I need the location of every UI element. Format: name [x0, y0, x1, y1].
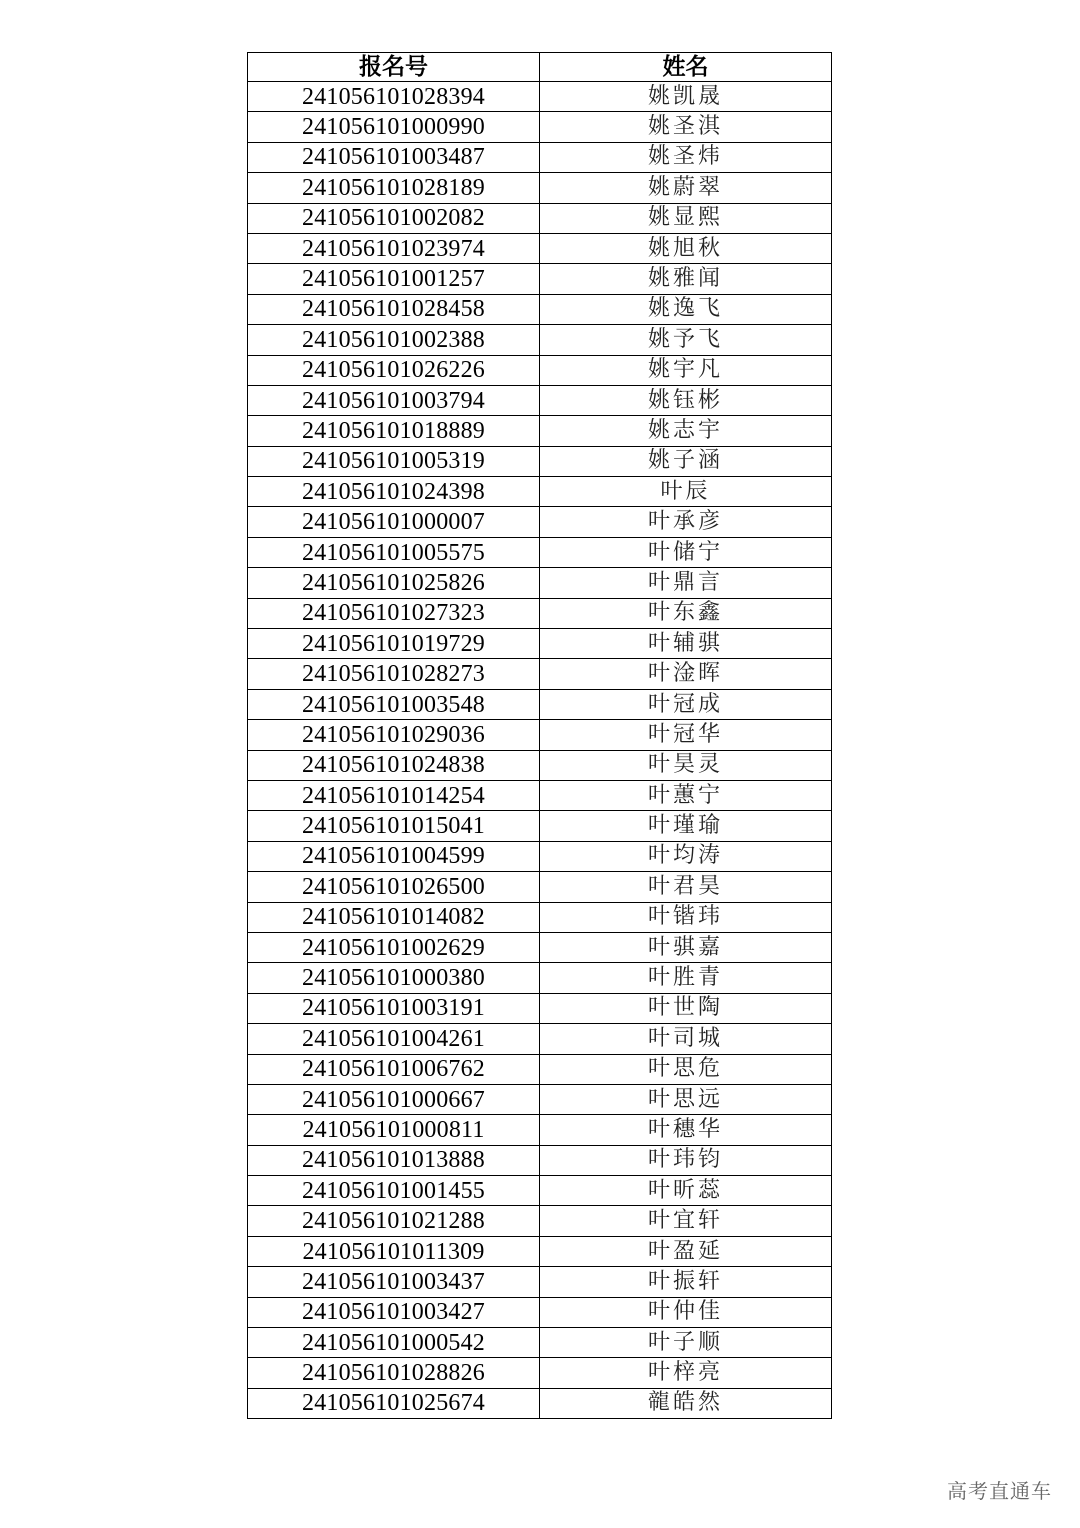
registration-number-cell: 241056101005319	[248, 446, 540, 476]
registration-number-cell: 241056101004599	[248, 841, 540, 871]
name-cell: 叶辅骐	[540, 629, 832, 659]
registration-number-cell: 241056101028458	[248, 294, 540, 324]
name-cell: 姚雅闻	[540, 264, 832, 294]
registration-number-cell: 241056101014254	[248, 780, 540, 810]
name-cell: 叶胜青	[540, 963, 832, 993]
registration-number-cell: 241056101000667	[248, 1084, 540, 1114]
name-cell: 叶冠华	[540, 720, 832, 750]
table-row	[248, 203, 832, 233]
name-cell: 姚子涵	[540, 446, 832, 476]
registration-number-cell: 241056101003427	[248, 1297, 540, 1327]
registration-number-cell: 241056101005575	[248, 537, 540, 567]
registration-number-cell: 241056101001257	[248, 264, 540, 294]
registration-number-cell: 241056101028394	[248, 82, 540, 112]
table-row	[248, 811, 832, 841]
registration-number-cell: 241056101023974	[248, 233, 540, 263]
registration-number-cell: 241056101014082	[248, 902, 540, 932]
registration-number-cell: 241056101027323	[248, 598, 540, 628]
table-row	[248, 598, 832, 628]
table-row	[248, 294, 832, 324]
header-name: 姓名	[540, 53, 832, 82]
table-row	[248, 477, 832, 507]
name-cell: 叶君昊	[540, 872, 832, 902]
name-cell: 叶鼎言	[540, 568, 832, 598]
table-row	[248, 233, 832, 263]
name-cell: 叶思危	[540, 1054, 832, 1084]
table-row	[248, 1388, 832, 1418]
table-row	[248, 1145, 832, 1175]
name-cell: 叶盈延	[540, 1236, 832, 1266]
registration-number-cell: 241056101003794	[248, 385, 540, 415]
table-row	[248, 446, 832, 476]
table-row	[248, 537, 832, 567]
name-cell: 叶东鑫	[540, 598, 832, 628]
name-cell: 叶司城	[540, 1024, 832, 1054]
name-cell: 叶世陶	[540, 993, 832, 1023]
name-cell: 叶思远	[540, 1084, 832, 1114]
name-cell: 叶梓亮	[540, 1358, 832, 1388]
registration-number-cell: 241056101002082	[248, 203, 540, 233]
table-row	[248, 963, 832, 993]
name-cell: 叶玮钧	[540, 1145, 832, 1175]
name-cell: 叶振轩	[540, 1267, 832, 1297]
name-cell: 叶瑾瑜	[540, 811, 832, 841]
registration-number-cell: 241056101001455	[248, 1176, 540, 1206]
table-row	[248, 1084, 832, 1114]
table-row	[248, 1267, 832, 1297]
table-header-row	[248, 53, 832, 82]
table-row	[248, 720, 832, 750]
table-row	[248, 872, 832, 902]
table-row	[248, 142, 832, 172]
registration-number-cell: 241056101000007	[248, 507, 540, 537]
registration-number-cell: 241056101024398	[248, 477, 540, 507]
watermark-text: 高考直通车	[947, 1479, 1052, 1503]
registration-number-cell: 241056101004261	[248, 1024, 540, 1054]
registration-number-cell: 241056101006762	[248, 1054, 540, 1084]
name-cell: 叶淦晖	[540, 659, 832, 689]
table-row	[248, 1236, 832, 1266]
table-row	[248, 1297, 832, 1327]
name-cell: 叶昊灵	[540, 750, 832, 780]
registration-number-cell: 241056101002629	[248, 932, 540, 962]
name-cell: 叶仲佳	[540, 1297, 832, 1327]
registration-number-cell: 241056101025826	[248, 568, 540, 598]
registration-number-cell: 241056101000811	[248, 1115, 540, 1145]
table-row	[248, 112, 832, 142]
name-cell: 叶子顺	[540, 1328, 832, 1358]
table-row	[248, 1206, 832, 1236]
name-cell: 姚宇凡	[540, 355, 832, 385]
table-row	[248, 416, 832, 446]
registration-number-cell: 241056101021288	[248, 1206, 540, 1236]
name-cell: 姚予飞	[540, 325, 832, 355]
table-row	[248, 325, 832, 355]
registration-number-cell: 241056101028273	[248, 659, 540, 689]
registration-number-cell: 241056101029036	[248, 720, 540, 750]
registration-number-cell: 241056101000542	[248, 1328, 540, 1358]
table-row	[248, 1024, 832, 1054]
registration-number-cell: 241056101000990	[248, 112, 540, 142]
table-row	[248, 264, 832, 294]
table-row	[248, 932, 832, 962]
name-cell: 叶宜轩	[540, 1206, 832, 1236]
name-cell: 姚钰彬	[540, 385, 832, 415]
registration-number-cell: 241056101003437	[248, 1267, 540, 1297]
table-row	[248, 1328, 832, 1358]
name-cell: 叶蕙宁	[540, 780, 832, 810]
name-cell: 叶辰	[540, 477, 832, 507]
registration-number-cell: 241056101028189	[248, 173, 540, 203]
table-row	[248, 568, 832, 598]
name-cell: 㡣皓然	[540, 1388, 832, 1418]
name-cell: 叶均涛	[540, 841, 832, 871]
table-row	[248, 629, 832, 659]
name-cell: 姚蔚翠	[540, 173, 832, 203]
table-row	[248, 750, 832, 780]
name-cell: 姚凯晟	[540, 82, 832, 112]
name-cell: 姚旭秋	[540, 233, 832, 263]
table-body	[248, 82, 832, 1419]
table-row	[248, 993, 832, 1023]
registration-number-cell: 241056101024838	[248, 750, 540, 780]
table-row	[248, 841, 832, 871]
table-row	[248, 780, 832, 810]
registration-number-cell: 241056101003548	[248, 689, 540, 719]
registration-number-cell: 241056101026500	[248, 872, 540, 902]
name-cell: 姚圣炜	[540, 142, 832, 172]
admission-list-table	[247, 52, 832, 1419]
table-row	[248, 173, 832, 203]
registration-number-cell: 241056101002388	[248, 325, 540, 355]
table-row	[248, 1358, 832, 1388]
registration-number-cell: 241056101025674	[248, 1388, 540, 1418]
table-row	[248, 689, 832, 719]
name-cell: 叶穗华	[540, 1115, 832, 1145]
table-row	[248, 507, 832, 537]
table-row	[248, 659, 832, 689]
name-cell: 姚显熙	[540, 203, 832, 233]
registration-number-cell: 241056101018889	[248, 416, 540, 446]
registration-number-cell: 241056101003191	[248, 993, 540, 1023]
registration-number-cell: 241056101011309	[248, 1236, 540, 1266]
name-cell: 叶储宁	[540, 537, 832, 567]
registration-number-cell: 241056101019729	[248, 629, 540, 659]
table-row	[248, 355, 832, 385]
registration-number-cell: 241056101003487	[248, 142, 540, 172]
name-cell: 叶锴玮	[540, 902, 832, 932]
registration-number-cell: 241056101028826	[248, 1358, 540, 1388]
table-row	[248, 1115, 832, 1145]
name-cell: 姚逸飞	[540, 294, 832, 324]
registration-number-cell: 241056101000380	[248, 963, 540, 993]
table-row	[248, 902, 832, 932]
name-cell: 叶冠成	[540, 689, 832, 719]
registration-number-cell: 241056101026226	[248, 355, 540, 385]
table-row	[248, 1176, 832, 1206]
table-row	[248, 1054, 832, 1084]
header-registration-number: 报名号	[248, 53, 540, 82]
table-row	[248, 82, 832, 112]
name-cell: 叶承彦	[540, 507, 832, 537]
name-cell: 叶昕蕊	[540, 1176, 832, 1206]
name-cell: 叶骐嘉	[540, 932, 832, 962]
name-cell: 姚志宇	[540, 416, 832, 446]
registration-number-cell: 241056101015041	[248, 811, 540, 841]
name-cell: 姚圣淇	[540, 112, 832, 142]
table-row	[248, 385, 832, 415]
registration-number-cell: 241056101013888	[248, 1145, 540, 1175]
